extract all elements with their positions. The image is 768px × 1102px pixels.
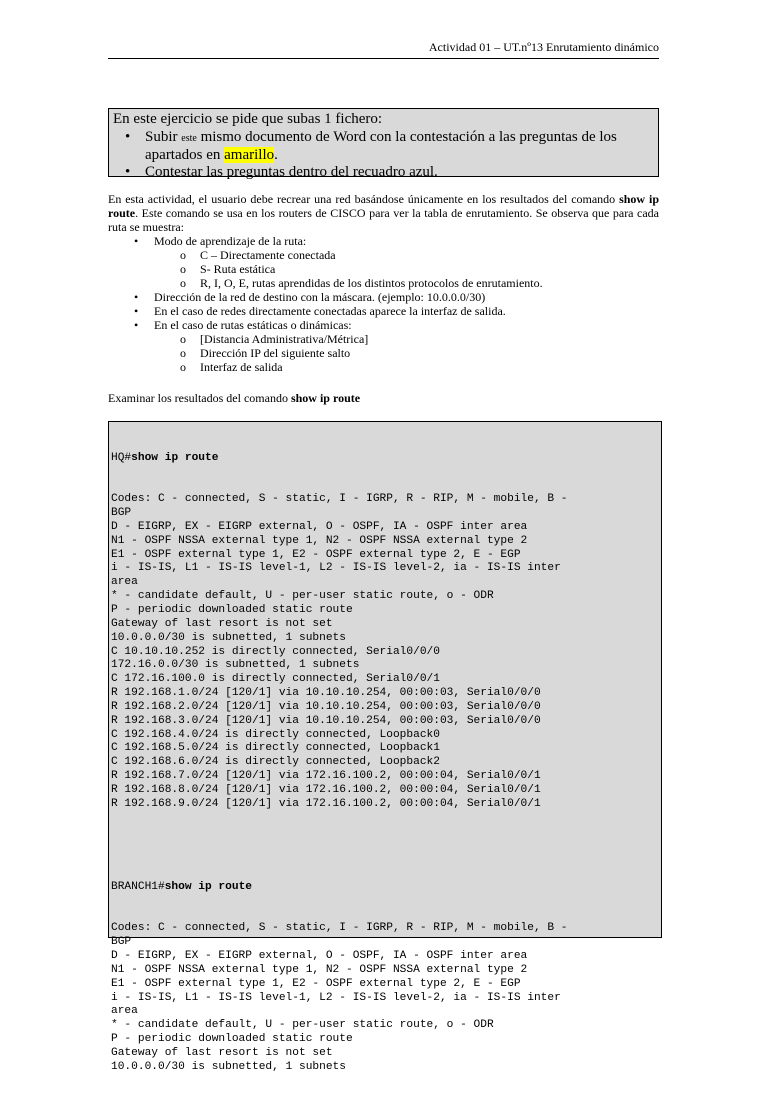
item1-text-a: Subir [145,129,182,145]
output-line: R 192.168.3.0/24 [120/1] via 10.10.10.254, 00:00:03, Serial0/0/0 [111,714,541,727]
hq-prompt: HQ# [111,451,132,464]
output-line: Codes: C - connected, S - static, I - IGRP, R - RIP, M - mobile, B - [111,922,568,935]
output-line: C 10.10.10.252 is directly connected, Serial0/0/0 [111,645,440,658]
branch-prompt: BRANCH1# [111,880,165,893]
route-info-item [154,318,659,374]
output-line: C 192.168.4.0/24 is directly connected, Loopback0 [111,728,440,741]
item1-text-end: . [274,147,278,163]
branch-command-line [111,881,659,895]
route-info-item [154,234,659,290]
output-line: 10.0.0.0/30 is subnetted, 1 subnets [111,631,346,644]
hq-command: show ip route [131,451,219,464]
intro-section [108,192,659,374]
route-info-list [108,234,659,374]
learning-mode-item: o S- Ruta estática [200,262,659,276]
output-line: Gateway of last resort is not set [111,617,333,630]
branch-output [111,922,659,1074]
examine-text: Examinar los resultados del comando [108,391,291,405]
output-line: 10.0.0.0/30 is subnetted, 1 subnets [111,1060,346,1073]
highlight-yellow-word: amarillo [224,147,275,163]
output-line: N1 - OSPF NSSA external type 1, N2 - OSPF NSSA external type 2 [111,534,528,547]
output-line: area [111,1005,138,1018]
output-line: area [111,576,138,589]
output-line: D - EIGRP, EX - EIGRP external, O - OSPF, IA - OSPF inter area [111,950,528,963]
output-line: D - EIGRP, EX - EIGRP external, O - OSPF, IA - OSPF inter area [111,520,528,533]
output-line: R 192.168.8.0/24 [120/1] via 172.16.100.2, 00:00:04, Serial0/0/1 [111,783,541,796]
output-line: * - candidate default, U - per-user static route, o - ODR [111,590,494,603]
output-line: P - periodic downloaded static route [111,603,353,616]
route-info-item: • Dirección de la red de destino con la máscara. (ejemplo: 10.0.0.0/30) [154,290,659,304]
instructions-list [113,129,654,181]
item1-text-b: mismo documento de Word con la contestación a las preguntas de los apartados en [145,129,617,163]
instructions-item-2: • Contestar las preguntas dentro del recuadro azul. [145,164,654,181]
output-line: N1 - OSPF NSSA external type 1, N2 - OSPF NSSA external type 2 [111,963,528,976]
hq-output [111,493,659,811]
instructions-title: En este ejercicio se pide que subas 1 fichero: [113,111,383,127]
output-line: C 172.16.100.0 is directly connected, Serial0/0/1 [111,673,440,686]
output-line: R 192.168.9.0/24 [120/1] via 172.16.100.2, 00:00:04, Serial0/0/1 [111,797,541,810]
blank-line [111,839,659,853]
intro-text-a: En esta actividad, el usuario debe recrear una red basándose únicamente en los resultados del comando [108,192,620,206]
output-line: R 192.168.7.0/24 [120/1] via 172.16.100.2, 00:00:04, Serial0/0/1 [111,770,541,783]
intro-command-bold: show ip route [108,192,659,220]
item1-small-word: este [181,133,197,144]
route-detail-item: o Dirección IP del siguiente salto [200,346,659,360]
output-line: R 192.168.2.0/24 [120/1] via 10.10.10.254, 00:00:03, Serial0/0/0 [111,700,541,713]
page-header: Actividad 01 – UT.nº13 Enrutamiento dinámico [108,40,659,59]
output-line: E1 - OSPF external type 1, E2 - OSPF external type 2, E - EGP [111,977,521,990]
output-line: 172.16.0.0/30 is subnetted, 1 subnets [111,659,360,672]
output-line: P - periodic downloaded static route [111,1033,353,1046]
instructions-box [108,108,659,180]
output-line: Codes: C - connected, S - static, I - IGRP, R - RIP, M - mobile, B - [111,493,568,506]
output-line: BGP [111,936,132,949]
learning-mode-item: o C – Directamente conectada [200,248,659,262]
route-details-list [108,332,659,374]
output-line: R 192.168.1.0/24 [120/1] via 10.10.10.254, 00:00:03, Serial0/0/0 [111,687,541,700]
output-line: C 192.168.5.0/24 is directly connected, Loopback1 [111,742,440,755]
intro-text-b: . Este comando se usa en los routers de CISCO para ver la tabla de enrutamiento. Se observa que para cada ruta se muestra: [108,206,659,234]
output-line: i - IS-IS, L1 - IS-IS level-1, L2 - IS-IS level-2, ia - IS-IS inter [111,991,561,1004]
bullet-text: En el caso de rutas estáticas o dinámicas: [154,318,352,332]
route-detail-item: o [Distancia Administrativa/Métrica] [200,332,659,346]
routing-table-output [108,421,662,1073]
learning-mode-list [108,248,659,290]
output-line: C 192.168.6.0/24 is directly connected, Loopback2 [111,756,440,769]
instructions-item-1 [145,129,654,164]
output-line: i - IS-IS, L1 - IS-IS level-1, L2 - IS-IS level-2, ia - IS-IS inter [111,562,561,575]
output-line: BGP [111,507,132,520]
output-line: E1 - OSPF external type 1, E2 - OSPF external type 2, E - EGP [111,548,521,561]
route-info-item: • En el caso de redes directamente conectadas aparece la interfaz de salida. [154,304,659,318]
route-detail-item: o Interfaz de salida [200,360,659,374]
hq-command-line [111,452,659,466]
learning-mode-item: o R, I, O, E, rutas aprendidas de los distintos protocolos de enrutamiento. [200,276,659,290]
output-line: * - candidate default, U - per-user static route, o - ODR [111,1019,494,1032]
bullet-text: Modo de aprendizaje de la ruta: [154,234,307,248]
examine-label [108,391,360,406]
output-line: Gateway of last resort is not set [111,1046,333,1059]
intro-paragraph [108,192,659,234]
examine-command-bold: show ip route [290,391,361,405]
branch-command: show ip route [164,880,252,893]
